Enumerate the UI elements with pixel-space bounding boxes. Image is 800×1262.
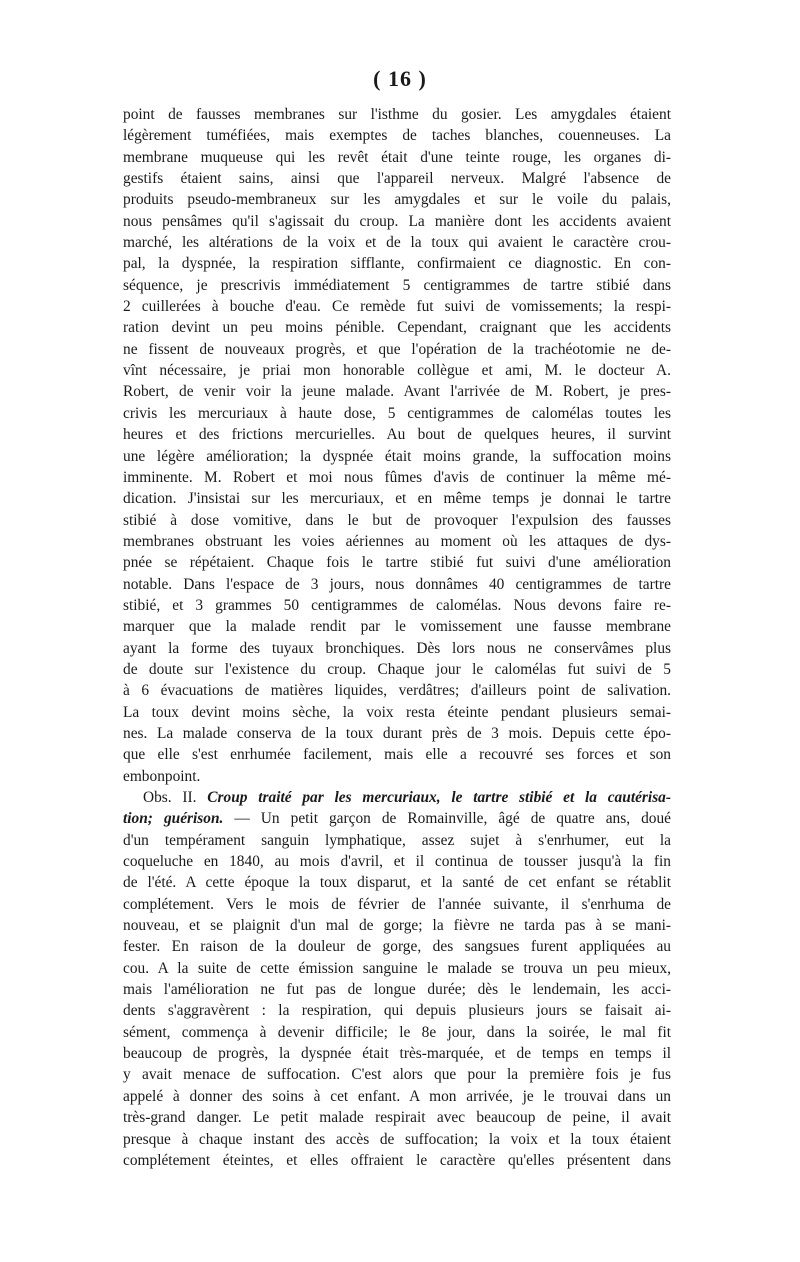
observation-title-continued: tion; guérison.: [123, 810, 224, 828]
paragraph-1: [123, 104, 671, 787]
text-line: Robert, de venir voir la jeune malade. Avant l'arrivée de M. Robert, je pres-: [123, 383, 671, 401]
text-line: mais l'amélioration ne fut pas de longue durée; dès le lendemain, les acci-: [123, 981, 671, 999]
text-line: que elle s'est enrhumée facilement, mais elle a recouvré ses forces et son: [123, 746, 671, 764]
text-line: La toux devint moins sèche, la voix resta éteinte pendant plusieurs semai-: [123, 703, 671, 721]
text-line: légèrement tuméfiées, mais exemptes de taches blanches, couenneuses. La: [123, 127, 671, 145]
text-line: dents s'aggravèrent : la respiration, qui depuis plusieurs jours se faisait ai-: [123, 1002, 671, 1020]
text-line: presque à chaque instant des accès de suffocation; la voix et la toux étaient: [123, 1130, 671, 1148]
text-line: 2 cuillerées à bouche d'eau. Ce remède fut suivi de vomissements; la respi-: [123, 298, 671, 316]
text-line: stibié à dose vomitive, dans le but de provoquer l'expulsion des fausses: [123, 511, 671, 529]
text-line: nes. La malade conserva de la toux durant près de 3 mois. Depuis cette épo-: [123, 724, 671, 742]
text-line: appelé à donner des soins à cet enfant. A mon arrivée, je le trouvai dans un: [123, 1087, 671, 1105]
text-line: imminente. M. Robert et moi nous fûmes d'avis de continuer la même mé-: [123, 468, 671, 486]
text-line: de l'été. A cette époque la toux disparut, et la santé de cet enfant se rétablit: [123, 874, 671, 892]
text-line: pnée se répétaient. Chaque fois le tartre stibié fut suivi d'une amélioration: [123, 554, 671, 572]
text-line: une légère amélioration; la dyspnée était moins grande, la suffocation moins: [123, 447, 671, 465]
text-line: gestifs étaient sains, ainsi que l'appareil nerveux. Malgré l'absence de: [123, 170, 671, 188]
observation-title: Croup traité par les mercuriaux, le tartre stibié et la cautérisa-: [207, 789, 671, 806]
text-line: beaucoup de progrès, la dyspnée était très-marquée, et de temps en temps il: [123, 1045, 671, 1063]
text-line: produits pseudo-membraneux sur les amygdales et sur le voile du palais,: [123, 191, 671, 209]
text-line: nous pensâmes qu'il s'agissait du croup. La manière dont les accidents avaient: [123, 212, 671, 230]
text-line: coqueluche en 1840, au mois d'avril, et il continua de tousser jusqu'à la fin: [123, 853, 671, 871]
text-line: complétement. Vers le mois de février de l'année suivante, il s'enrhuma de: [123, 895, 671, 913]
text-line: ne fissent de nouveaux progrès, et que l'opération de la trachéotomie ne de-: [123, 340, 671, 358]
text-line: stibié, et 3 grammes 50 centigrammes de calomélas. Nous devons faire re-: [123, 596, 671, 614]
observation-label: Obs. II.: [143, 789, 197, 806]
text-line: séquence, je prescrivis immédiatement 5 centigrammes de tartre stibié dans: [123, 276, 671, 294]
text-line: nouveau, et se plaignit d'un mal de gorge; la fièvre ne tarda pas à se mani-: [123, 917, 671, 935]
text-line: membranes obstruant les voies aériennes au moment où les attaques de dys-: [123, 532, 671, 550]
text-line: ration devint un peu moins pénible. Cependant, craignant que les accidents: [123, 319, 671, 337]
text-line: pal, la dyspnée, la respiration sifflante, confirmaient ce diagnostic. En con-: [123, 255, 671, 273]
text-line: à 6 évacuations de matières liquides, verdâtres; d'ailleurs point de salivation.: [123, 682, 671, 700]
text-line: embonpoint.: [123, 767, 201, 785]
text-line: sément, commença à devenir difficile; le 8e jour, dans la soirée, le mal fit: [123, 1023, 671, 1041]
page-body: [123, 104, 671, 1171]
observation-heading-line: [123, 787, 671, 808]
text-line: de doute sur l'existence du croup. Chaque jour le calomélas fut suivi de 5: [123, 660, 671, 678]
text-line: marché, les altérations de la voix et de la toux qui avaient le caractère crou-: [123, 234, 671, 252]
text-line: dication. J'insistai sur les mercuriaux, et en même temps je donnai le tartre: [123, 490, 671, 508]
text-line: notable. Dans l'espace de 3 jours, nous donnâmes 40 centigrammes de tartre: [123, 575, 671, 593]
text-line: crivis les mercuriaux à haute dose, 5 centigrammes de calomélas toutes les: [123, 404, 671, 422]
text-line: cou. A la suite de cette émission sanguine le malade se trouva un peu mieux,: [123, 959, 671, 977]
page-number: ( 16 ): [373, 66, 427, 91]
observation-first-line: — Un petit garçon de Romainville, âgé de quatre ans, doué: [234, 810, 671, 828]
text-line: fester. En raison de la douleur de gorge, des sangsues furent appliquées au: [123, 938, 671, 956]
text-line: heures et des frictions mercurielles. Au bout de quelques heures, il survint: [123, 426, 671, 444]
text-line: point de fausses membranes sur l'isthme du gosier. Les amygdales étaient: [123, 106, 671, 123]
text-line: ayant la forme des tuyaux bronchiques. Dès lors nous ne conservâmes plus: [123, 639, 671, 657]
text-line: y avait menace de suffocation. C'est alors que pour la première fois je fus: [123, 1066, 671, 1084]
text-line: d'un tempérament sanguin lymphatique, assez sujet à s'enrhumer, eut la: [123, 831, 671, 849]
observation-2: [123, 787, 671, 1171]
observation-heading-line-2: [123, 808, 671, 829]
text-line: marquer que la malade rendit par le vomissement une fausse membrane: [123, 618, 671, 636]
text-line: membrane muqueuse qui les revêt était d'une teinte rouge, les organes di-: [123, 148, 671, 166]
text-line: complétement éteintes, et elles offraient le caractère qu'elles présentent dans: [123, 1151, 671, 1169]
text-line: vînt nécessaire, je priai mon honorable collègue et ami, M. le docteur A.: [123, 362, 671, 380]
observation-body: [123, 830, 671, 1172]
text-line: très-grand danger. Le petit malade respirait avec beaucoup de peine, il avait: [123, 1109, 671, 1127]
